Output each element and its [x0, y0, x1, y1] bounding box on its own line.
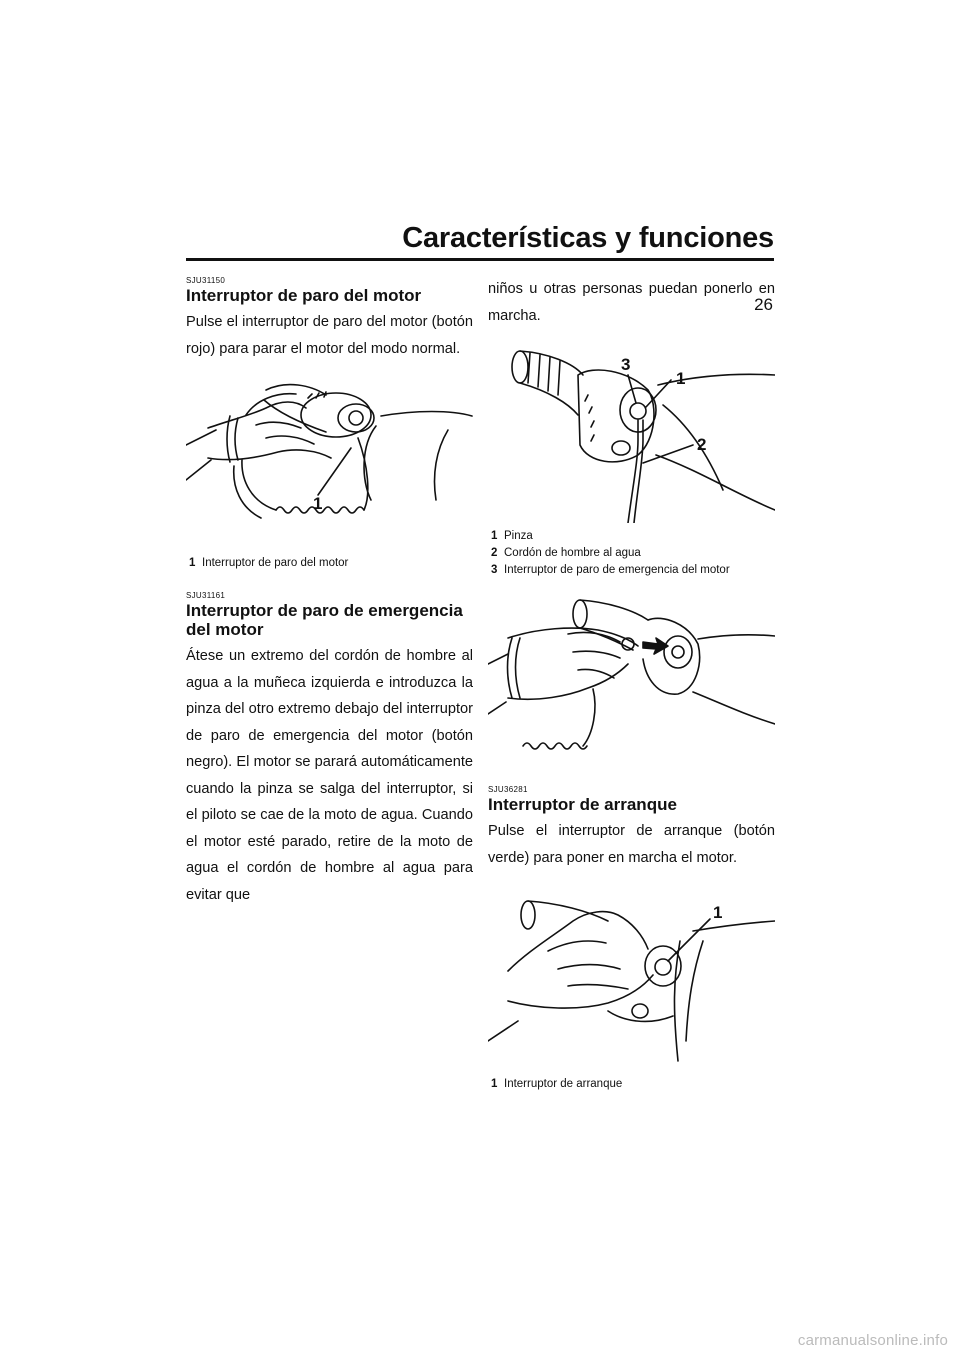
figure-legend — [189, 556, 473, 571]
legend-item — [491, 1077, 775, 1092]
attaching-clip-illustration — [488, 594, 775, 769]
hand-on-stop-switch-illustration — [186, 370, 473, 550]
section-title-emergency-stop: Interruptor de paro de emergencia del motor — [186, 601, 463, 639]
figure-start-switch — [488, 891, 775, 1071]
section-title-stop-switch: Interruptor de paro del motor — [186, 286, 422, 305]
figure-callout-clip-switch: 3 — [621, 355, 631, 374]
page-title: Características y funciones — [402, 222, 774, 254]
page-number: 26 — [754, 295, 773, 314]
figure-callout: 1 — [313, 494, 323, 513]
figure-stop-switch — [186, 370, 473, 550]
legend-number: 1 — [491, 530, 498, 542]
section-code: SJU31161 — [186, 591, 226, 600]
figure-emergency-stop — [488, 345, 775, 523]
legend-item — [491, 529, 775, 544]
legend-item — [491, 563, 775, 578]
section-body-stop-switch: Pulse el interruptor de paro del motor (botón rojo) para parar el motor del modo normal. — [186, 314, 473, 357]
figure-callout-lanyard: 2 — [697, 435, 707, 454]
legend-number: 1 — [491, 1078, 498, 1090]
legend-item — [189, 556, 473, 571]
legend-text: Interruptor de arranque — [504, 1078, 623, 1090]
legend-text: Pinza — [504, 530, 533, 542]
left-column — [186, 276, 473, 908]
figure-legend — [491, 529, 775, 578]
legend-number: 3 — [491, 564, 498, 576]
section-title-start-switch: Interruptor de arranque — [488, 795, 677, 814]
figure-attach-clip — [488, 594, 775, 769]
legend-text: Interruptor de paro del motor — [202, 557, 349, 569]
hand-on-start-switch-illustration — [488, 891, 775, 1071]
header-rule — [186, 258, 774, 261]
legend-text: Interruptor de paro de emergencia del motor — [504, 564, 730, 576]
section-body-continuation: niños u otras personas puedan ponerlo en marcha. — [488, 281, 775, 324]
figure-callout-clip: 1 — [676, 369, 686, 388]
right-column — [488, 276, 775, 1094]
watermark-text: carmanualsonline.info — [797, 1332, 948, 1349]
legend-item — [491, 546, 775, 561]
footer — [0, 1328, 960, 1358]
legend-text: Cordón de hombre al agua — [504, 547, 641, 559]
legend-number: 1 — [189, 557, 196, 569]
figure-legend — [491, 1077, 775, 1092]
section-code: SJU31150 — [186, 276, 226, 285]
legend-number: 2 — [491, 547, 498, 559]
lanyard-clip-illustration — [488, 345, 775, 523]
section-body-emergency-stop: Átese un extremo del cordón de hombre al agua a la muñeca izquierda e introduzca la pinza del otro extremo debajo del interruptor de paro de emergencia del motor (botón negro). El motor se parará automáticamente cuando la pinza se salga del interruptor, si el piloto se cae de la moto de agua. Cuando el motor esté parado, retire de la moto de agua el cordón de hombre al agua para evitar que — [186, 648, 473, 903]
section-code: SJU36281 — [488, 785, 528, 794]
section-body-start-switch: Pulse el interruptor de arranque (botón verde) para poner en marcha el motor. — [488, 823, 775, 866]
figure-callout: 1 — [713, 903, 723, 922]
